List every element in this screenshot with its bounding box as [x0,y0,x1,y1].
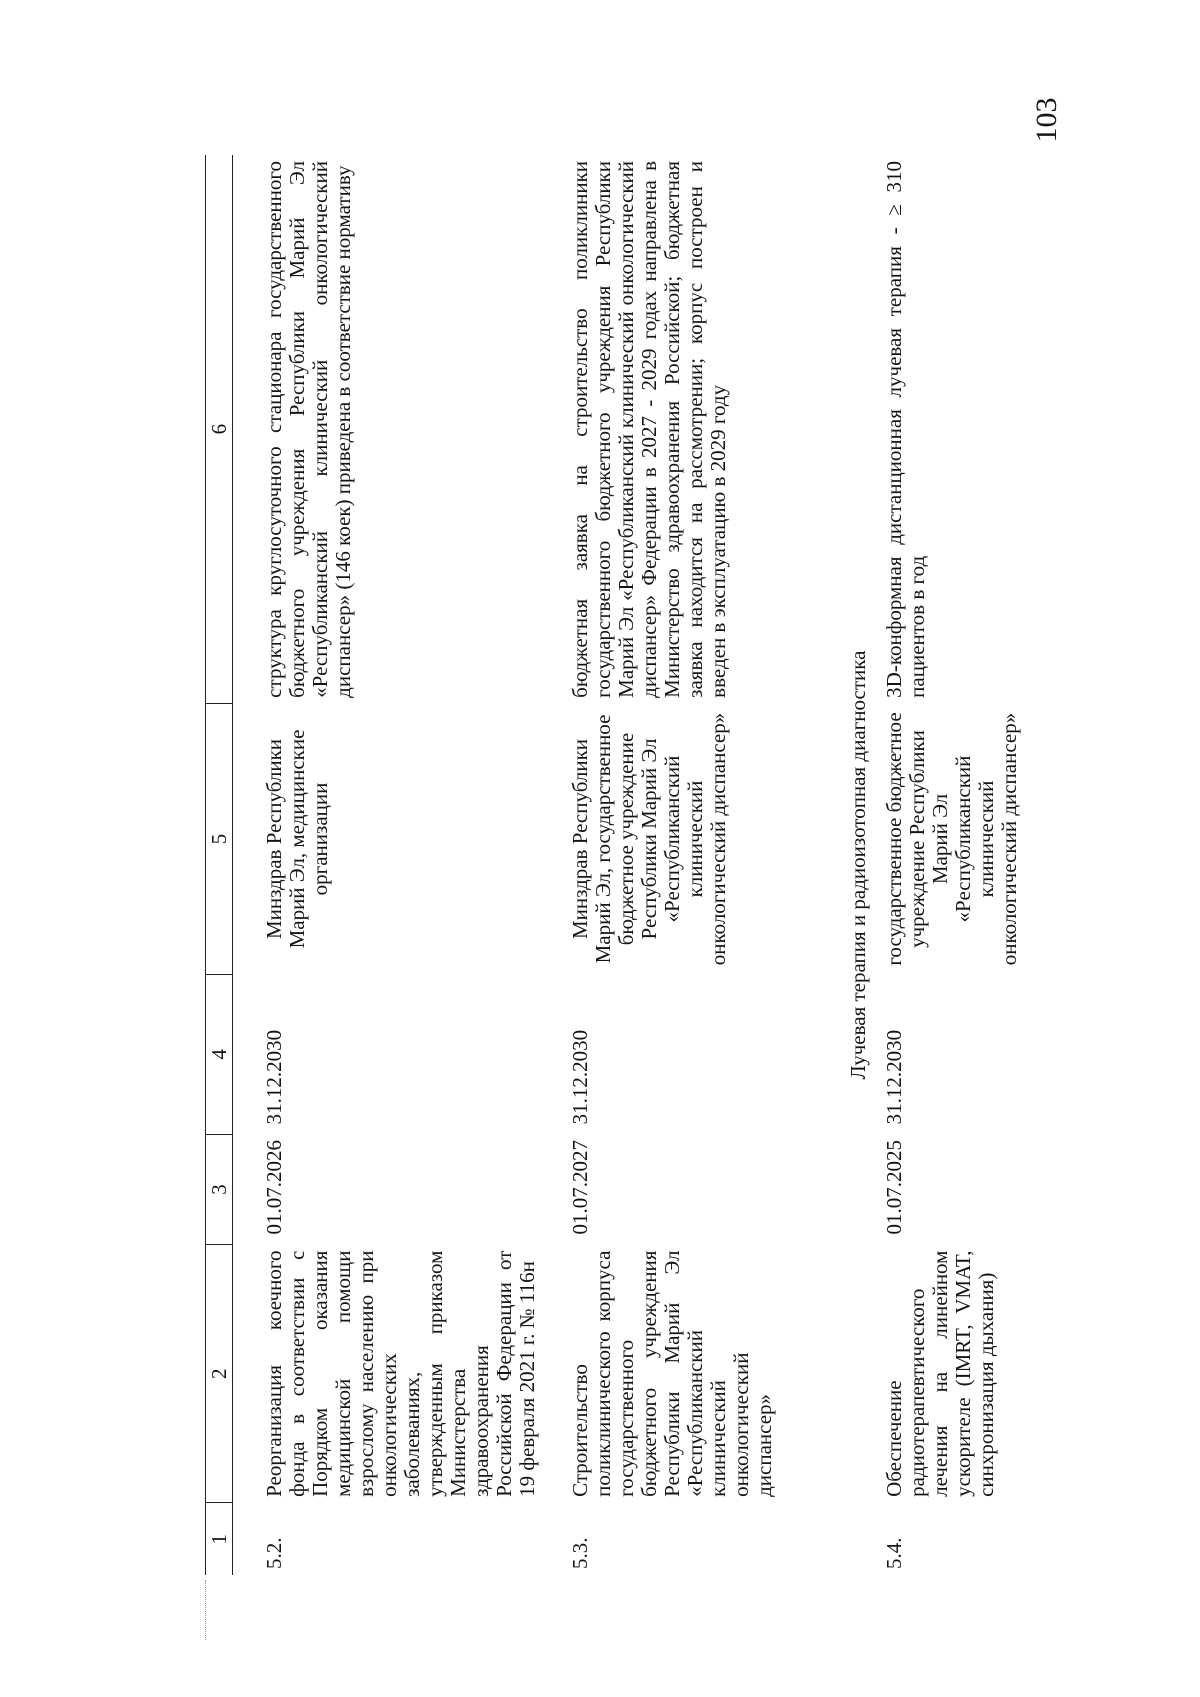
column-number-6: 6 [206,155,233,704]
column-number-3: 3 [206,1134,233,1244]
start-date: 01.07.2026 [262,1140,286,1235]
responsible: Минздрав Республики Марий Эл, государственное бюджетное учреждение Республики Марий Эл «Республиканский клинический онкологический диспансер» [568,712,730,966]
responsible: Минздрав Республики Марий Эл, медицинские организации [262,729,332,949]
expected-result: структура круглосуточного стационара государственного бюджетного учреждения Республики Марий Эл «Республиканский клинический онкологический диспансер» (146 коек) приведена в соответствие нормативу [262,161,355,698]
rotated-table-sheet [205,155,1035,1575]
event-name: Строительство поликлинического корпуса государственного бюджетного учреждения Республики Марий Эл «Республиканский клинический онкологический диспансер» [568,1250,776,1497]
event-name: Реорганизация коечного фонда в соответствии с Порядком оказания медицинской помощи взрослому населению при онкологических заболеваниях, утвержденным приказом Министерства здравоохранения Российской Федерации от 19 февраля 2021 г. № 116н [262,1250,539,1497]
table-row [233,155,540,1575]
event-name: Обеспечение радиотерапевтического лечения на линейном ускорителе (IMRT, VMAT, синхронизация дыхания) [882,1250,998,1497]
column-number-4: 4 [206,974,233,1134]
start-date: 01.07.2027 [568,1140,592,1235]
end-date: 31.12.2030 [568,1029,592,1125]
row-number: 5.4. [882,1537,906,1569]
expected-result: бюджетная заявка на строительство поликлиники государственного бюджетного учреждения Республики Марий Эл «Республиканский клинический онкологический диспансер» Федерации в 2027 - 2029 годах направлена в Министерство здравоохранения Российской; бюджетная заявка находится на рассмотрении; корпус построен и введен в эксплуатацию в 2029 году [568,161,730,698]
column-number-2: 2 [206,1245,233,1503]
section-heading-row [839,155,877,1575]
end-date: 31.12.2030 [882,1029,906,1125]
row-number: 5.3. [568,1537,592,1569]
column-number-5: 5 [206,704,233,974]
section-title: Лучевая терапия и радиоизотопная диагностика [846,650,870,1080]
table-row [877,155,1083,1575]
margin-mark [205,1580,207,1640]
column-number-1: 1 [206,1503,233,1575]
row-number: 5.2. [262,1537,286,1569]
end-date: 31.12.2030 [262,1029,286,1125]
column-number-row [206,155,233,1575]
start-date: 01.07.2025 [882,1140,906,1235]
table-row [539,155,839,1575]
measures-table [205,155,1083,1575]
page-number: 103 [1030,97,1063,143]
responsible: государственное бюджетное учреждение Республики Марий Эл «Республиканский клинический онкологический диспансер» [882,712,1021,966]
expected-result: 3D-конформная дистанционная лучевая терапия - ≥ 310 пациентов в год [882,161,929,698]
